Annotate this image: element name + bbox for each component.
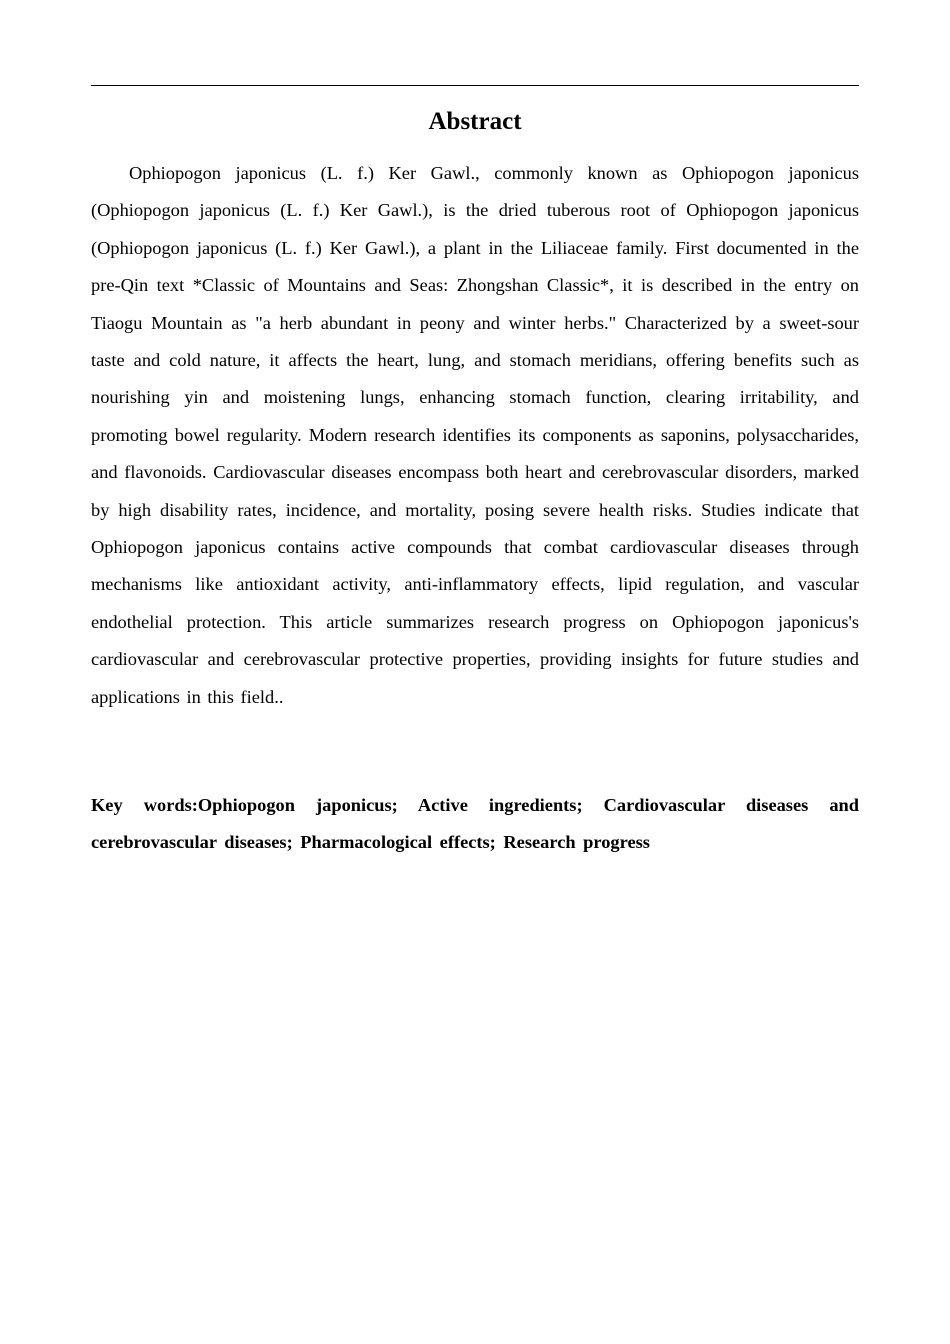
- abstract-body: Ophiopogon japonicus (L. f.) Ker Gawl., commonly known as Ophiopogon japonicus (Ophiopogon japonicus (L. f.) Ker Gawl.), is the dried tuberous root of Ophiopogon japonicus (Ophiopogon japonicus (L. f.) Ker Gawl.), a plant in the Liliaceae family. First documented in the pre-Qin text *Classic of Mountains and Seas: Zhongshan Classic*, it is described in the entry on Tiaogu Mountain as "a herb abundant in peony and winter herbs." Characterized by a sweet-sour taste and cold nature, it affects the heart, lung, and stomach meridians, offering benefits such as nourishing yin and moistening lungs, enhancing stomach function, clearing irritability, and promoting bowel regularity. Modern research identifies its components as saponins, polysaccharides, and flavonoids. Cardiovascular diseases encompass both heart and cerebrovascular disorders, marked by high disability rates, incidence, and mortality, posing severe health risks. Studies indicate that Ophiopogon japonicus contains active compounds that combat cardiovascular diseases through mechanisms like antioxidant activity, anti-inflammatory effects, lipid regulation, and vascular endothelial protection. This article summarizes research progress on Ophiopogon japonicus's cardiovascular and cerebrovascular protective properties, providing insights for future studies and applications in this field..: [91, 163, 859, 707]
- abstract-title: Abstract: [428, 108, 522, 135]
- header-rule: [91, 85, 859, 86]
- keywords-paragraph: Key words:Ophiopogon japonicus; Active ingredients; Cardiovascular diseases and cerebrovascular diseases; Pharmacological effects; Research progress: [91, 795, 859, 853]
